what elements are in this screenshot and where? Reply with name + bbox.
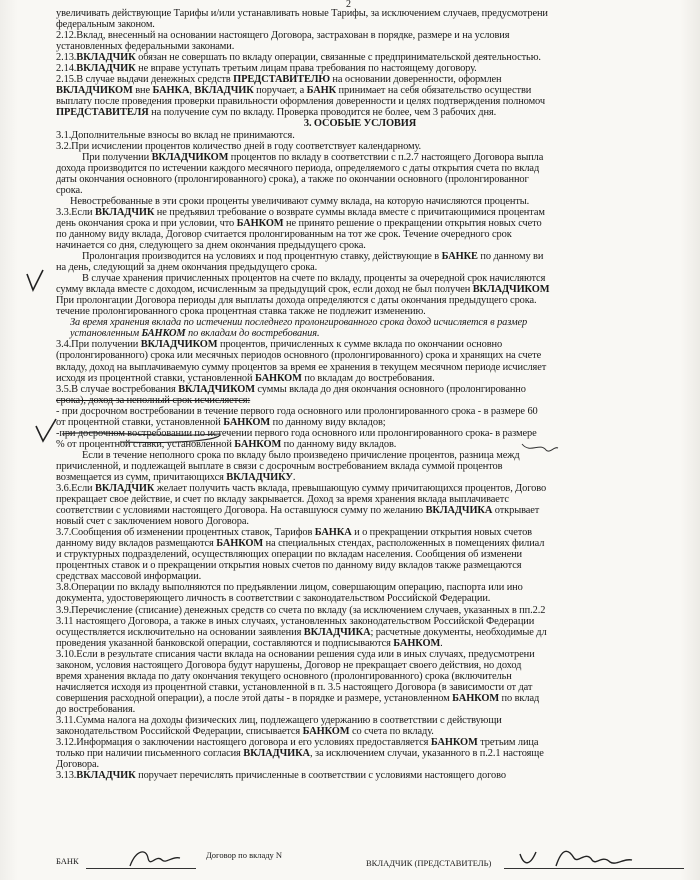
text-line: 3.2.При исчислении процентов количество дней в году соответствует календарному. bbox=[56, 140, 422, 152]
text-line: совершения расходной операции), а после этой даты - в порядке и размере, установленном БАНКОМ по вклад bbox=[56, 692, 540, 704]
text-line: только при наличии письменного согласия ВКЛАДЧИКА, за исключением случаи, указанного в п.2.1 настояще bbox=[56, 748, 544, 760]
text-line: средствах массовой информации. bbox=[56, 571, 202, 583]
text-line: 2.15.В случае выдачи денежных средств ПРЕДСТАВИТЕЛЮ на основании доверенности, оформлен bbox=[56, 74, 502, 86]
text-line: новый счет с заключением нового Договора. bbox=[56, 516, 249, 528]
text-line: начисляется исходя из процентной ставки, установленной в п. 3.5 настоящего Договора (в зависимости от дат bbox=[56, 681, 533, 693]
text-line: установленным БАНКОМ по вкладам до востребования. bbox=[70, 328, 320, 340]
contract-body-text bbox=[56, 8, 700, 781]
bank-signature-icon bbox=[126, 846, 186, 872]
text-line: прекращает свое действие, и счет по вкладу закрывается. Доход за время хранения вклада выплачиваетс bbox=[56, 494, 509, 506]
text-line: % от процентной ставки, установленной БАНКОМ по данному виду вкладов. bbox=[56, 438, 397, 450]
text-line: 2.12.Вклад, внесенный на основании настоящего Договора, застрахован в порядке, размере и на условия bbox=[56, 30, 510, 42]
text-line: За время хранения вклада по истечении последнего пролонгированного срока доход исчисляется в размер bbox=[70, 317, 528, 329]
text-line: день окончания срока и при условии, что БАНКОМ не принято решение о прекращении открытия новых счето bbox=[56, 217, 542, 229]
text-line: 3.1.Дополнительные взносы во вклад не принимаются. bbox=[56, 129, 295, 141]
text-line: проведения указанной банковской операции, составляются и подписываются БАНКОМ. bbox=[56, 637, 443, 649]
section-heading: 3. ОСОБЫЕ УСЛОВИЯ bbox=[303, 118, 417, 130]
text-line: 3.10.Если в результате списания части вклада на основании решения суда или в иных случаях, предусмотрени bbox=[56, 648, 535, 660]
text-line: 3.11.Сумма налога на доходы физических лиц, подлежащего удержанию в соответствии с действующи bbox=[56, 715, 502, 726]
text-line: ПРЕДСТАВИТЕЛЯ на получение сум по вкладу. Проверка проводится не более, чем 3 рабочих дня. bbox=[56, 107, 497, 119]
text-line: - при досрочном востребовании в течение первого года основного или пролонгированного срока - в размере 60 bbox=[56, 405, 538, 417]
text-line: 3.3.Если ВКЛАДЧИК не предъявил требование о возврате суммы вклада вместе с причитающимися процентам bbox=[56, 206, 545, 218]
text-line: законодательством Российской Федерации, списывается БАНКОМ со счета по вкладу. bbox=[56, 726, 434, 738]
text-line: от процентной ставки, установленной БАНКОМ по данному виду вкладов; bbox=[56, 416, 386, 428]
text-line: увеличивать действующие Тарифы и/или устанавливать новые Тарифы, за исключением случаев, предусмотрени bbox=[56, 8, 548, 19]
text-line: срока), доход за неполный срок исчисляется: bbox=[56, 394, 251, 406]
text-line: В случае хранения причисленных процентов на счете по вкладу, проценты за очередной срок начисляются bbox=[82, 273, 546, 285]
text-line: 3.4.При получении ВКЛАДЧИКОМ процентов, причисленных к сумме вклада по окончании основно bbox=[56, 339, 503, 351]
text-line: даты окончания основного (пролонгированного) срока), а также по окончании основного (пролонгированног bbox=[56, 173, 529, 185]
text-line: процентных ставок и о прекращении открытия новых счетов по данному виду вкладов также размещаются bbox=[56, 560, 522, 572]
text-line: дохода производится по истечении каждого месячного периода, определяемого с даты открытия счета по вклад bbox=[56, 162, 540, 174]
text-line: течение пролонгированного срока процентная ставка также не подлежит изменению. bbox=[56, 306, 426, 318]
handwritten-checkmark-icon bbox=[34, 416, 60, 444]
text-line: 3.5.В случае востребования ВКЛАДЧИКОМ суммы вклада до дня окончания основного (пролонгированно bbox=[56, 383, 526, 395]
text-line: причисленной, и подлежащей выплате в связи с досрочным востребованием вклада суммой процентов bbox=[56, 460, 503, 472]
text-line: Договора. bbox=[56, 759, 100, 771]
text-line: ВКЛАДЧИКОМ вне БАНКА, ВКЛАДЧИК поручает, а БАНК принимает на себя обязательство осуществи bbox=[56, 85, 532, 97]
bank-signature-label: БАНК bbox=[56, 856, 79, 866]
text-line: данному виду вкладов размещаются БАНКОМ на специальных стендах, расположенных в помещениях филиал bbox=[56, 538, 545, 550]
text-line: возмещается из сумм, причитающихся ВКЛАДЧИКУ. bbox=[56, 471, 296, 483]
text-line: срока. bbox=[56, 184, 83, 196]
text-line: 3.9.Перечисление (списание) денежных средств со счета по вкладу (за исключением случаев, указанных в пп.2.2 bbox=[56, 604, 546, 616]
text-line: 3.7.Сообщения об изменении процентных ставок, Тарифов БАНКА и о прекращении открытия новых счетов bbox=[56, 527, 532, 539]
text-line: (пролонгированного) срока или месячных периодов основного (пролонгированного) срока и хранящих на счете bbox=[56, 350, 542, 362]
text-line: При пролонгации Договора периоды для выплаты дохода определяются с даты окончания предыдущего срока. bbox=[56, 295, 537, 307]
text-line: 3.11 настоящего Договора, а также в иных случаях, установленных законодательством Российской Федерации bbox=[56, 615, 535, 627]
text-line: 3.12.Информация о заключении настоящего договора и его условиях предоставляется БАНКОМ третьим лица bbox=[56, 737, 539, 749]
text-line: Невостребованные в эти сроки проценты увеличивают сумму вклада, на которую начисляются проценты. bbox=[70, 195, 530, 207]
client-signature-label: ВКЛАДЧИК (ПРЕДСТАВИТЕЛЬ) bbox=[366, 858, 492, 868]
page-number: 2 bbox=[346, 0, 351, 10]
text-line: время хранения вклада по дату окончания текущего основного (пролонгированного) срока (включительн bbox=[56, 670, 512, 682]
text-line: вкладу, доход на выплачиваемую сумму процентов за время ее хранения в текущем месячном периоде исчисляет bbox=[56, 361, 547, 373]
text-line: соответствии с условиями настоящего Договора. На оставшуюся сумму по желанию ВКЛАДЧИКА открывает bbox=[56, 505, 540, 517]
text-line: выплату после проведения проверки правильности оформления доверенности и целях подтверждения полномоч bbox=[56, 96, 546, 108]
text-line: исходя из процентной ставки, установленной БАНКОМ по вкладам до востребования. bbox=[56, 372, 435, 384]
text-line: документа, удостоверяющего личность в соответствии с законодательством Российской Федерации. bbox=[56, 593, 491, 605]
handwritten-checkmark-icon bbox=[24, 268, 46, 294]
text-line: осуществляется исключительно на основании заявления ВКЛАДЧИКА; расчетные документы, необходимые дл bbox=[56, 626, 547, 638]
pen-scribble-icon bbox=[60, 428, 230, 450]
text-line: Если в течение неполного срока по вкладу было произведено причисление процентов, разница межд bbox=[82, 449, 520, 461]
text-line: 2.13.ВКЛАДЧИК обязан не совершать по вкладу операции, связанные с предпринимательской деятельностью. bbox=[56, 52, 541, 64]
text-line: федеральным законом. bbox=[56, 19, 155, 31]
text-line: начинается со дня, следующего за днем окончания предыдущего срока. bbox=[56, 239, 366, 251]
client-signature-icon bbox=[516, 844, 636, 872]
text-line: 3.13.ВКЛАДЧИК поручает перечислять причисленные в соответствии с условиями настоящего догово bbox=[56, 770, 506, 782]
text-line: 3.6.Если ВКЛАДЧИК желает получить часть вклада, превышающую сумму причитающихся процентов, Догово bbox=[56, 483, 547, 495]
text-line: 2.14.ВКЛАДЧИК не вправе уступать третьим лицам права требования по настоящему договору. bbox=[56, 63, 477, 75]
pen-scribble-icon bbox=[520, 440, 560, 456]
text-line: Пролонгация производится на условиях и под процентную ставку, действующие в БАНКЕ по данному ви bbox=[82, 251, 544, 263]
signature-footer bbox=[56, 850, 696, 874]
contract-number-label: Договор по вкладу N bbox=[206, 850, 283, 860]
text-line: установленных федеральными законами. bbox=[56, 41, 235, 53]
text-line: до востребования. bbox=[56, 703, 136, 715]
text-line: 3.8.Операции по вкладу выполняются по предъявлении лицом, совершающим операцию, паспорта или ино bbox=[56, 582, 523, 594]
text-line: по данному виду вклада, Договор считается пролонгированным на тот же срок. Течение очередного срок bbox=[56, 228, 512, 240]
text-line: на день, следующий за днем окончания предыдущего срока. bbox=[56, 262, 318, 274]
text-line: При получении ВКЛАДЧИКОМ процентов по вкладу в соответствии с п.2.7 настоящего Договора выпла bbox=[82, 151, 544, 163]
text-line: законом, условия настоящего Договора будут нарушены, Договор не прекращает своего действия, но доход bbox=[56, 659, 522, 671]
text-line: -при досрочном востребовании по истечении первого года основного или пролонгированного срока- в размере bbox=[56, 427, 537, 439]
text-line: и структурных подразделений, осуществляющих операции по вкладам населения. Сообщения об изменени bbox=[56, 549, 523, 561]
text-line: сумму вклада вместе с доходом, исчисленным за предыдущий срок, если доход не был получен ВКЛАДЧИКОМ bbox=[56, 284, 550, 296]
